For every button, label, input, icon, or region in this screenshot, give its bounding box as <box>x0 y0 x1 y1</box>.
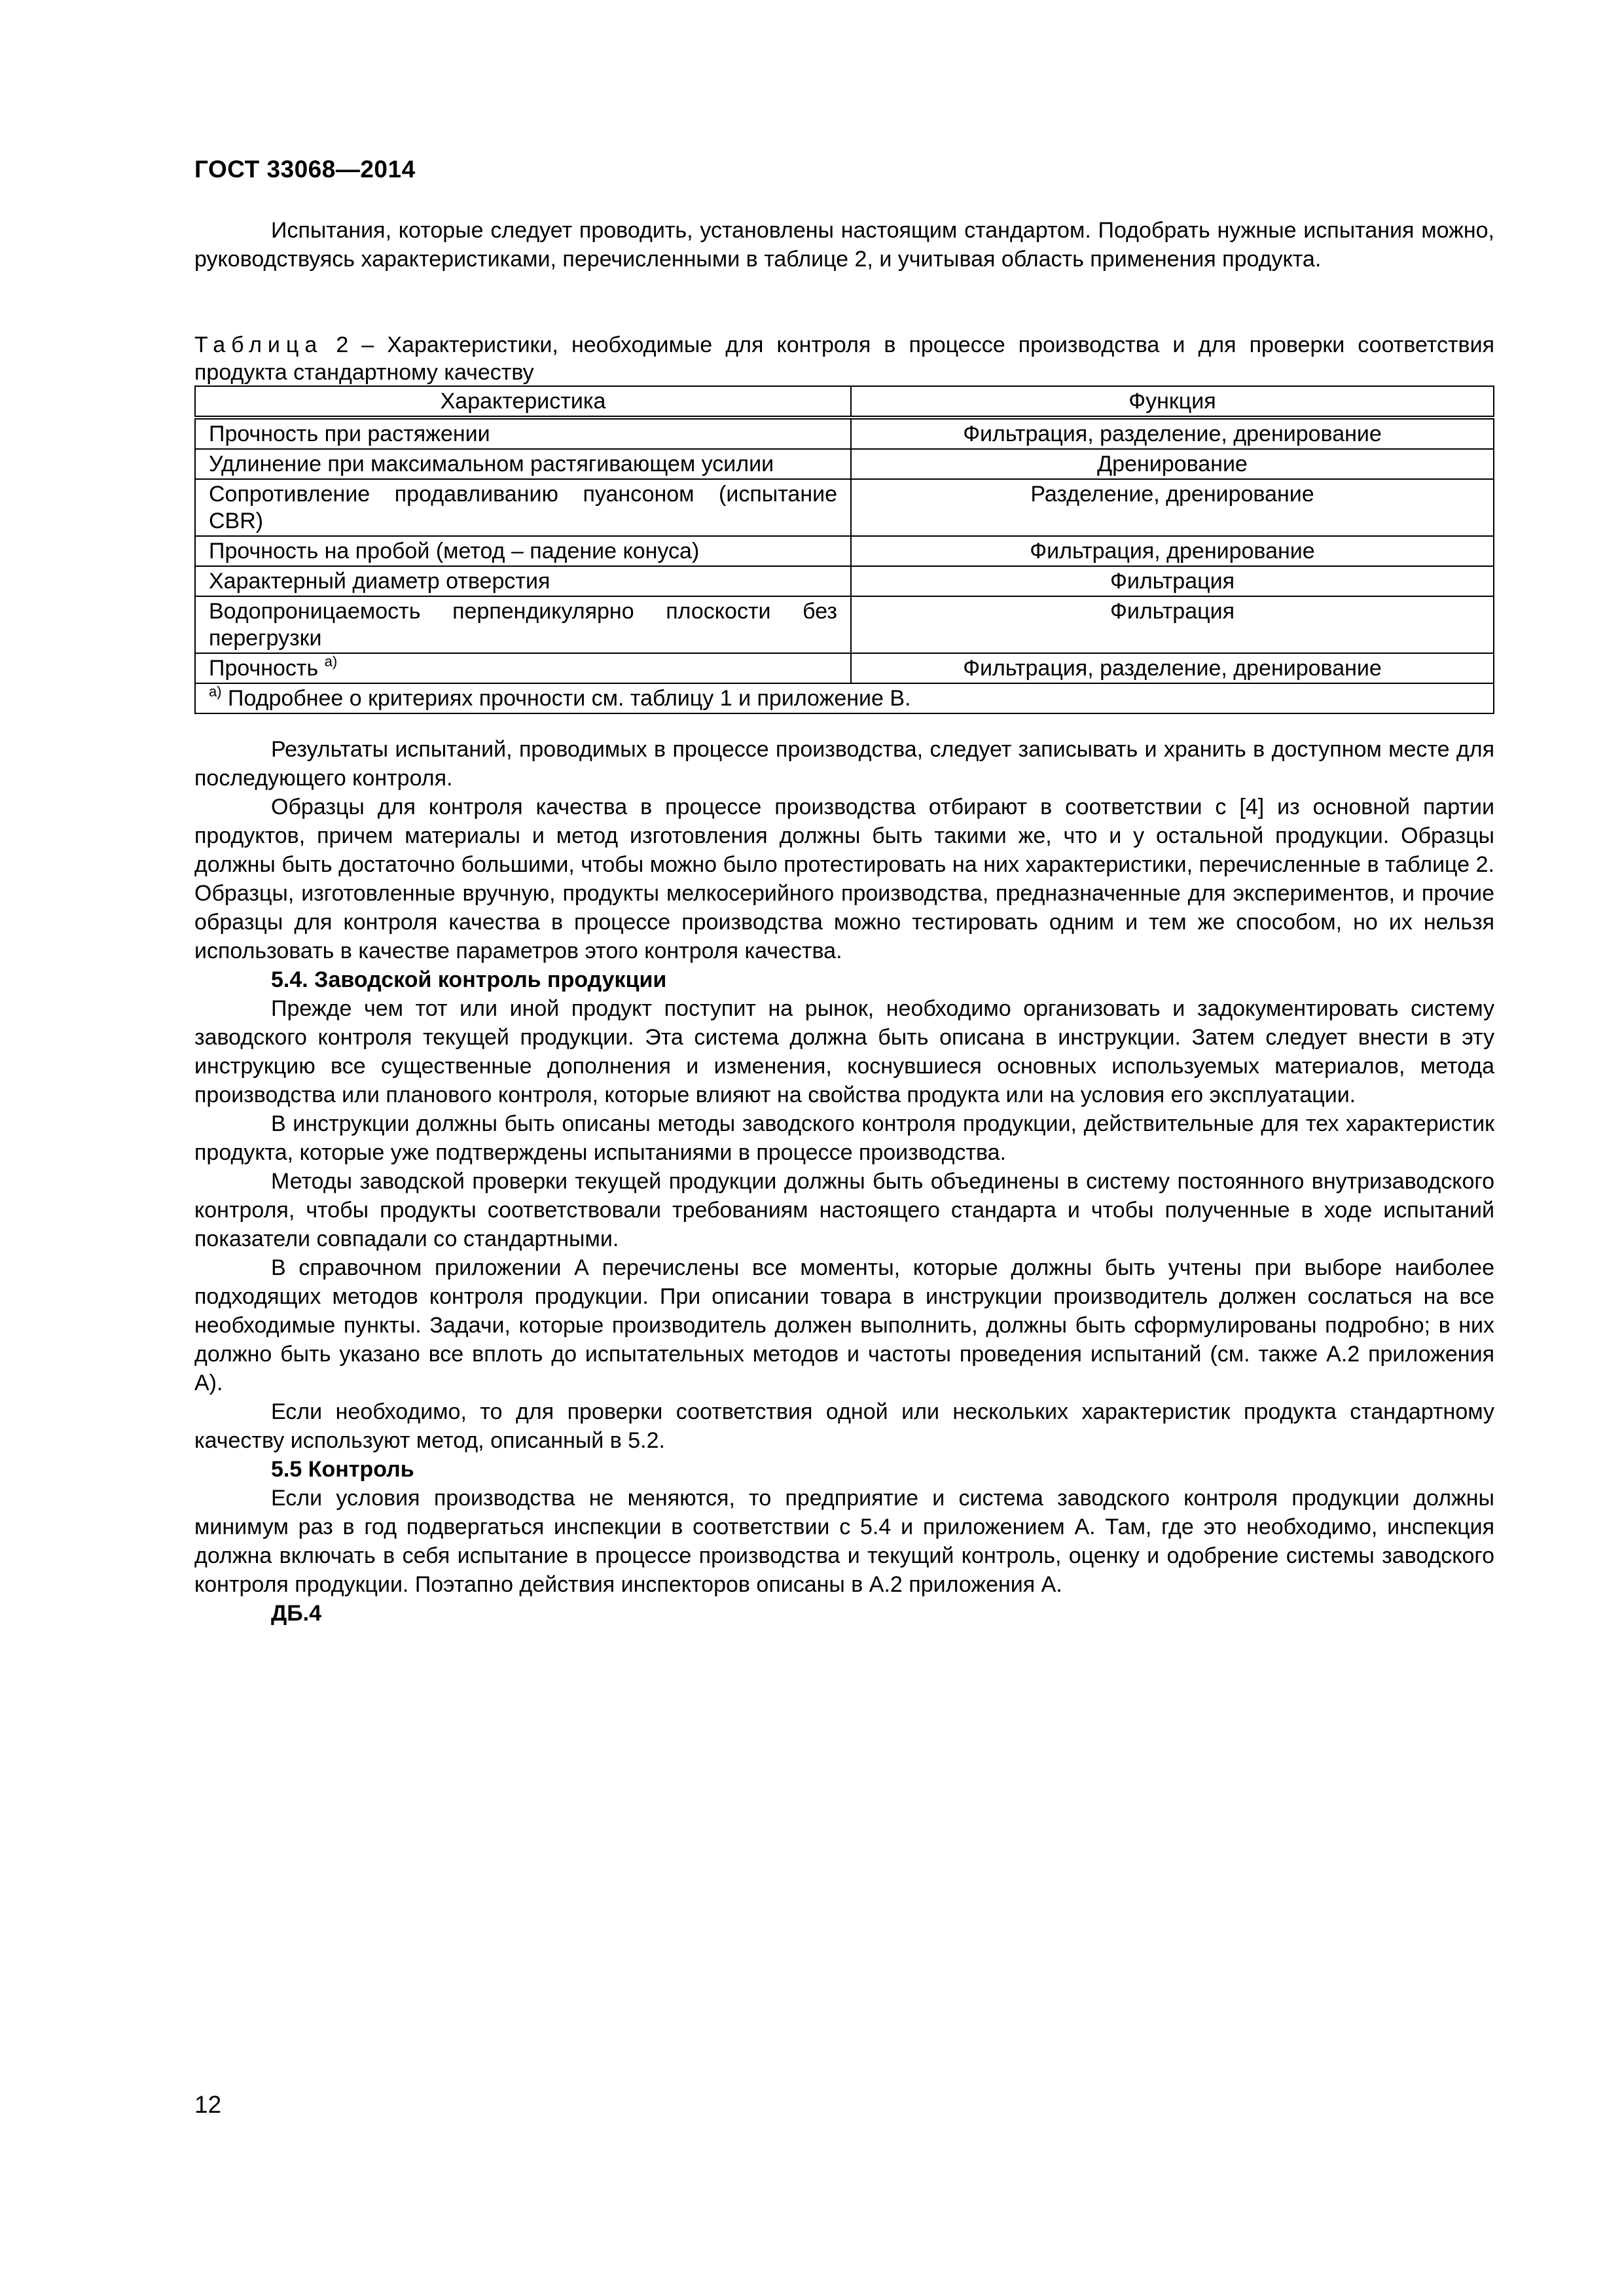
body-text <box>194 735 1494 1628</box>
table-row <box>195 449 1494 479</box>
table-caption-prefix: Таблица <box>194 332 323 357</box>
paragraph: Методы заводской проверки текущей продукции должны быть объединены в систему постоянного внутризаводского контроля, чтобы продукты соответствовали требованиям настоящего стандарта и чтобы полученные в ходе испытаний показатели совпадали со стандартными. <box>194 1169 1494 1251</box>
characteristic-text: Прочность на пробой (метод – падение конуса) <box>209 539 700 564</box>
cell-function: Фильтрация, разделение, дренирование <box>851 653 1494 683</box>
paragraph: В инструкции должны быть описаны методы заводского контроля продукции, действительные для тех характеристик продукта, которые уже подтверждены испытаниями в процессе производства. <box>194 1111 1494 1165</box>
table-row <box>195 653 1494 683</box>
cell-characteristic <box>195 479 851 536</box>
footnote-mark: а) <box>209 683 222 700</box>
cell-characteristic <box>195 449 851 479</box>
table-header-characteristic: Характеристика <box>195 386 851 418</box>
table-row <box>195 536 1494 566</box>
cell-function: Фильтрация <box>851 596 1494 653</box>
intro-paragraph-block <box>194 216 1494 274</box>
cell-function: Дренирование <box>851 449 1494 479</box>
characteristic-text: Характерный диаметр отверстия <box>209 569 550 594</box>
table-footnote <box>195 683 1494 713</box>
cell-function: Фильтрация, разделение, дренирование <box>851 418 1494 449</box>
cell-function: Разделение, дренирование <box>851 479 1494 536</box>
paragraph: Если необходимо, то для проверки соответствия одной или нескольких характеристик продукта стандартному качеству используют метод, описанный в 5.2. <box>194 1399 1494 1453</box>
table-row <box>195 596 1494 653</box>
cell-characteristic <box>195 653 851 683</box>
cell-characteristic <box>195 566 851 596</box>
footnote-text: Подробнее о критериях прочности см. таблицу 1 и приложение В. <box>221 686 911 711</box>
characteristic-text: Прочность при растяжении <box>209 422 490 446</box>
paragraph: Прежде чем тот или иной продукт поступит на рынок, необходимо организовать и задокументировать систему заводского контроля текущей продукции. Эта система должна быть описана в инструкции. Затем следует внести в эту инструкцию все существенные дополнения и изменения, коснувшиеся основных используемых материалов, метода производства или планового контроля, которые влияют на свойства продукта или на условия его эксплуатации. <box>194 996 1494 1107</box>
cell-characteristic <box>195 596 851 653</box>
intro-paragraph: Испытания, которые следует проводить, установлены настоящим стандартом. Подобрать нужные испытания можно, руководствуясь характеристиками, перечисленными в таблице 2, и учитывая область применения продукта. <box>194 218 1494 272</box>
section-heading-5-4: 5.4. Заводской контроль продукции <box>271 967 667 992</box>
table-header-function: Функция <box>851 386 1494 418</box>
footnote-reference: а) <box>324 653 338 670</box>
characteristic-text: Удлинение при максимальном растягивающем усилии <box>209 452 774 476</box>
table-header-row <box>195 386 1494 418</box>
table-row <box>195 418 1494 449</box>
table-caption-text: 2 – Характеристики, необходимые для контроля в процессе производства и для проверки соответствия продукта стандартному качеству <box>194 332 1494 385</box>
paragraph: Образцы для контроля качества в процессе производства отбирают в соответствии с [4] из основной партии продуктов, причем материалы и метод изготовления должны быть такими же, что и у остальной продукции. Образцы должны быть достаточно большими, чтобы можно было протестировать на них характеристики, перечисленные в таблице 2. Образцы, изготовленные вручную, продукты мелкосерийного производства, предназначенные для экспериментов, и прочие образцы для контроля качества в процессе производства можно тестировать одним и тем же способом, но их нельзя использовать в качестве параметров этого контроля качества. <box>194 795 1494 963</box>
table-caption <box>194 331 1494 386</box>
paragraph: Результаты испытаний, проводимых в процессе производства, следует записывать и хранить в доступном месте для последующего контроля. <box>194 737 1494 791</box>
characteristic-text: Водопроницаемость перпендикулярно плоскости без перегрузки <box>209 599 837 651</box>
document-header: ГОСТ 33068—2014 <box>194 156 416 183</box>
section-heading-db-4: ДБ.4 <box>271 1601 322 1626</box>
cell-characteristic <box>195 418 851 449</box>
characteristic-text: Прочность <box>209 656 325 681</box>
page-number: 12 <box>194 2091 222 2118</box>
paragraph: В справочном приложении А перечислены все моменты, которые должны быть учтены при выборе наиболее подходящих методов контроля продукции. При описании товара в инструкции производитель должен сослаться на все необходимые пункты. Задачи, которые производитель должен выполнить, должны быть сформулированы подробно; в них должно быть указано все вплоть до испытательных методов и частоты проведения испытаний (см. также А.2 приложения А). <box>194 1255 1494 1395</box>
cell-function: Фильтрация <box>851 566 1494 596</box>
table-row <box>195 479 1494 536</box>
table-footnote-row <box>195 683 1494 713</box>
section-heading-5-5: 5.5 Контроль <box>271 1457 414 1482</box>
characteristic-text: Сопротивление продавливанию пуансоном (испытание CBR) <box>209 482 837 533</box>
cell-function: Фильтрация, дренирование <box>851 536 1494 566</box>
characteristics-table <box>194 386 1494 714</box>
paragraph: Если условия производства не меняются, то предприятие и система заводского контроля продукции должны минимум раз в год подвергаться инспекции в соответствии с 5.4 и приложением А. Там, где это необходимо, инспекция должна включать в себя испытание в процессе производства и текущий контроль, оценку и одобрение системы заводского контроля продукции. Поэтапно действия инспекторов описаны в А.2 приложения А. <box>194 1486 1494 1597</box>
cell-characteristic <box>195 536 851 566</box>
table-row <box>195 566 1494 596</box>
